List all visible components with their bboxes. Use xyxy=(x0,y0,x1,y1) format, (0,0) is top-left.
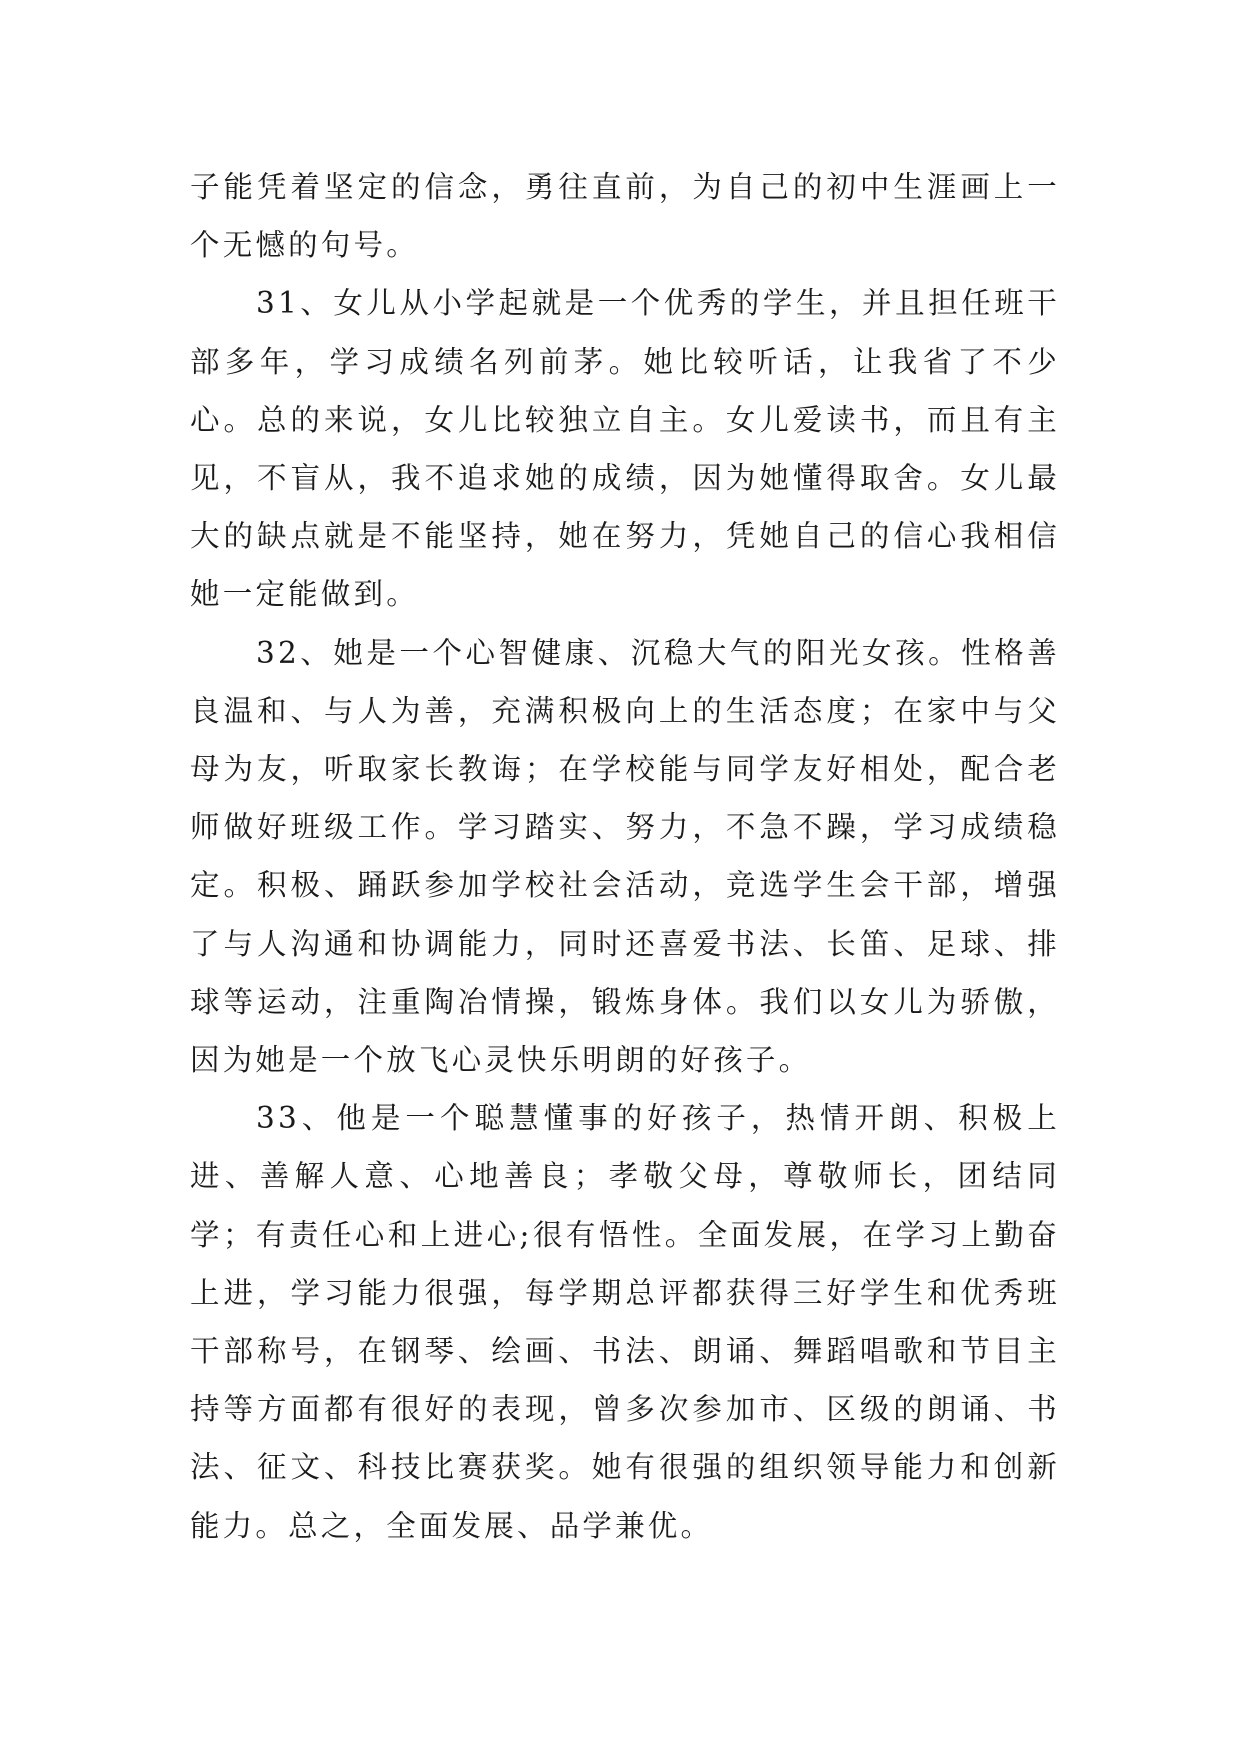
paragraph-32: 32、她是一个心智健康、沉稳大气的阳光女孩。性格善良温和、与人为善，充满积极向上的生活态度；在家中与父母为友，听取家长教诲；在学校能与同学友好相处，配合老师做好班级工作。学习踏实、努力，不急不躁，学习成绩稳定。积极、踊跃参加学校社会活动，竞选学生会干部，增强了与人沟通和协调能力，同时还喜爱书法、长笛、足球、排球等运动，注重陶冶情操，锻炼身体。我们以女儿为骄傲，因为她是一个放飞心灵快乐明朗的好孩子。 xyxy=(190,635,1060,1078)
document-body xyxy=(190,158,1060,1555)
paragraph-33: 33、他是一个聪慧懂事的好孩子，热情开朗、积极上进、善解人意、心地善良；孝敬父母，尊敬师长，团结同学；有责任心和上进心;很有悟性。全面发展，在学习上勤奋上进，学习能力很强，每学期总评都获得三好学生和优秀班干部称号，在钢琴、绘画、书法、朗诵、舞蹈唱歌和节目主持等方面都有很好的表现，曾多次参加市、区级的朗诵、书法、征文、科技比赛获奖。她有很强的组织领导能力和创新能力。总之，全面发展、品学兼优。 xyxy=(190,1101,1060,1543)
paragraph-31: 31、女儿从小学起就是一个优秀的学生，并且担任班干部多年，学习成绩名列前茅。她比较听话，让我省了不少心。总的来说，女儿比较独立自主。女儿爱读书，而且有主见，不盲从，我不追求她的成绩，因为她懂得取舍。女儿最大的缺点就是不能坚持，她在努力，凭她自己的信心我相信她一定能做到。 xyxy=(190,286,1060,612)
paragraph-continuation: 子能凭着坚定的信念，勇往直前，为自己的初中生涯画上一个无憾的句号。 xyxy=(190,170,1060,263)
